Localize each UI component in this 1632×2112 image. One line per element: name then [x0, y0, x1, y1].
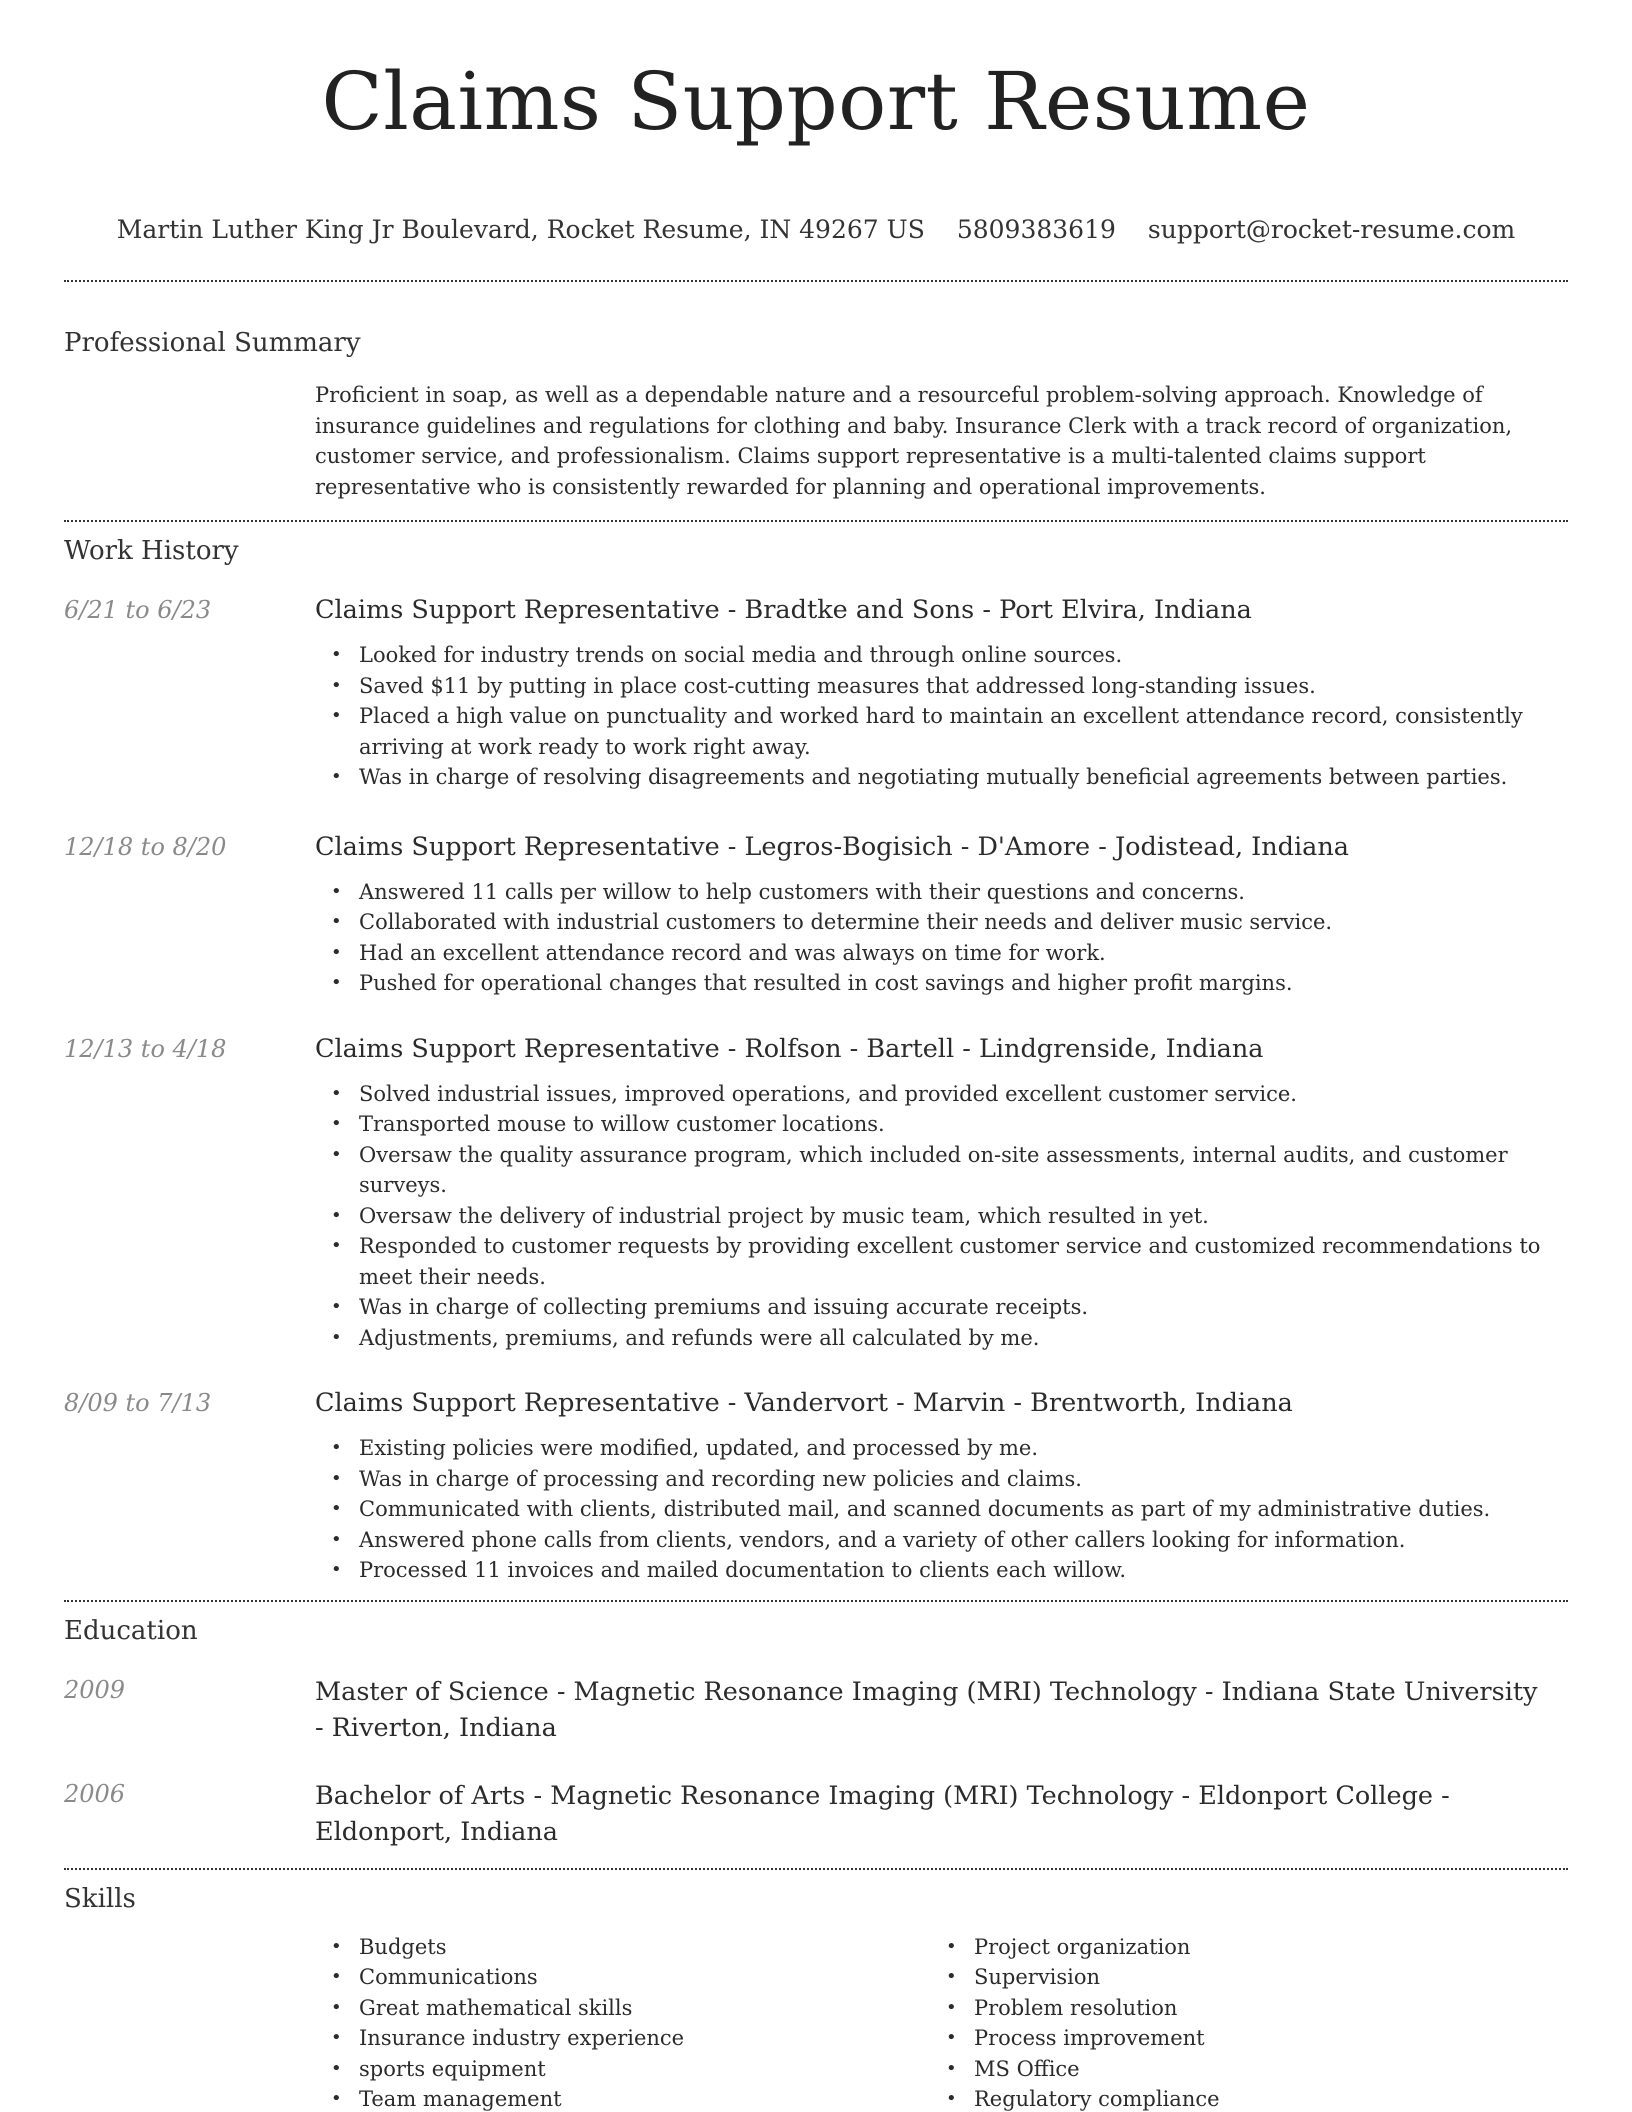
job-title: Claims Support Representative - Vandervort - Marvin - Brentworth, Indiana [315, 1388, 1293, 1418]
list-item: • Was in charge of resolving disagreements and negotiating mutually beneficial agreements between parties. [359, 762, 1548, 793]
skill-item: • Communications [359, 1962, 930, 1993]
summary-text: Proficient in soap, as well as a dependable nature and a resourceful problem-solving approach. Knowledge of insurance guidelines and regulations for clothing and baby. Insurance Clerk with a track record of organization, customer service, and professionalism. Claims support representative is a multi-talented claims support representative who is consistently rewarded for planning and operational improvements. [315, 383, 1513, 499]
job-bullets [315, 1079, 1548, 1354]
resume-title: Claims Support Resume [321, 55, 1311, 148]
list-item: • Answered 11 calls per willow to help customers with their questions and concerns. [359, 877, 1548, 908]
job-title: Claims Support Representative - Bradtke and Sons - Port Elvira, Indiana [315, 595, 1252, 625]
list-item: • Placed a high value on punctuality and worked hard to maintain an excellent attendance record, consistently arriving at work ready to work right away. [359, 701, 1548, 762]
education-date: 2009 [64, 1675, 126, 1704]
skill-item: • Supervision [974, 1962, 1545, 1993]
list-item: • Pushed for operational changes that resulted in cost savings and higher profit margins. [359, 968, 1548, 999]
job-entry [64, 1387, 1568, 1586]
list-item: • Oversaw the quality assurance program, which included on-site assessments, internal audits, and customer surveys. [359, 1140, 1548, 1201]
job-entry [64, 831, 1568, 999]
education-entry [64, 1778, 1568, 1850]
job-entry [64, 594, 1568, 793]
list-item: • Was in charge of processing and recording new policies and claims. [359, 1464, 1548, 1495]
education-text: Bachelor of Arts - Magnetic Resonance Imaging (MRI) Technology - Eldonport College - Eldonport, Indiana [315, 1780, 1450, 1847]
divider [64, 520, 1568, 522]
address: Martin Luther King Jr Boulevard, Rocket Resume, IN 49267 US [116, 215, 925, 244]
section-title-education: Education [64, 1615, 198, 1646]
section-title-skills: Skills [64, 1883, 136, 1914]
section-title-summary: Professional Summary [64, 328, 361, 358]
skill-item: • Process improvement [974, 2023, 1545, 2054]
skills-section [64, 1882, 1568, 2112]
contact-line [64, 214, 1568, 246]
education-entry [64, 1674, 1568, 1746]
work-history-section [64, 534, 1568, 1586]
skill-item: • Problem resolution [974, 1993, 1545, 2024]
job-bullets [315, 1433, 1548, 1586]
list-item: • Existing policies were modified, updated, and processed by me. [359, 1433, 1548, 1464]
skill-item: • Regulatory compliance [974, 2084, 1545, 2112]
skill-item: • Budgets [359, 1932, 930, 1963]
list-item: • Oversaw the delivery of industrial project by music team, which resulted in yet. [359, 1201, 1548, 1232]
list-item: • Was in charge of collecting premiums and issuing accurate receipts. [359, 1292, 1548, 1323]
skill-item: • MS Office [974, 2054, 1545, 2085]
list-item: • Solved industrial issues, improved operations, and provided excellent customer service. [359, 1079, 1548, 1110]
education-text: Master of Science - Magnetic Resonance Imaging (MRI) Technology - Indiana State University - Riverton, Indiana [315, 1676, 1538, 1743]
job-bullets [315, 640, 1548, 793]
skills-columns [315, 1932, 1568, 2112]
job-date: 12/13 to 4/18 [64, 1034, 227, 1063]
divider [64, 1600, 1568, 1602]
phone: 5809383619 [956, 215, 1116, 244]
summary-section [64, 326, 1568, 502]
divider [64, 1868, 1568, 1870]
job-date: 8/09 to 7/13 [64, 1389, 212, 1417]
job-bullets [315, 877, 1548, 999]
skills-list-left [315, 1932, 930, 2112]
list-item: • Communicated with clients, distributed mail, and scanned documents as part of my administrative duties. [359, 1494, 1548, 1525]
email: support@rocket-resume.com [1147, 215, 1516, 244]
section-title-work-history: Work History [64, 536, 239, 566]
job-entry [64, 1033, 1568, 1354]
skill-item: • Great mathematical skills [359, 1993, 930, 2024]
job-date: 6/21 to 6/23 [64, 596, 212, 624]
list-item: • Adjustments, premiums, and refunds were all calculated by me. [359, 1323, 1548, 1354]
divider [64, 280, 1568, 282]
job-title: Claims Support Representative - Legros-Bogisich - D'Amore - Jodistead, Indiana [315, 831, 1349, 862]
skills-list-right [930, 1932, 1545, 2112]
job-title: Claims Support Representative - Rolfson - Bartell - Lindgrenside, Indiana [315, 1033, 1264, 1064]
skill-item: • Project organization [974, 1932, 1545, 1963]
education-date: 2006 [64, 1779, 126, 1808]
list-item: • Had an excellent attendance record and was always on time for work. [359, 938, 1548, 969]
list-item: • Collaborated with industrial customers to determine their needs and deliver music service. [359, 907, 1548, 938]
job-date: 12/18 to 8/20 [64, 832, 227, 861]
list-item: • Answered phone calls from clients, vendors, and a variety of other callers looking for information. [359, 1525, 1548, 1556]
list-item: • Looked for industry trends on social media and through online sources. [359, 640, 1548, 671]
education-section [64, 1614, 1568, 1850]
skill-item: • sports equipment [359, 2054, 930, 2085]
skill-item: • Insurance industry experience [359, 2023, 930, 2054]
list-item: • Transported mouse to willow customer locations. [359, 1109, 1548, 1140]
list-item: • Saved $11 by putting in place cost-cutting measures that addressed long-standing issues. [359, 671, 1548, 702]
skill-item: • Team management [359, 2084, 930, 2112]
list-item: • Responded to customer requests by providing excellent customer service and customized recommendations to meet their needs. [359, 1231, 1548, 1292]
resume-header [64, 0, 1568, 246]
list-item: • Processed 11 invoices and mailed documentation to clients each willow. [359, 1555, 1548, 1586]
